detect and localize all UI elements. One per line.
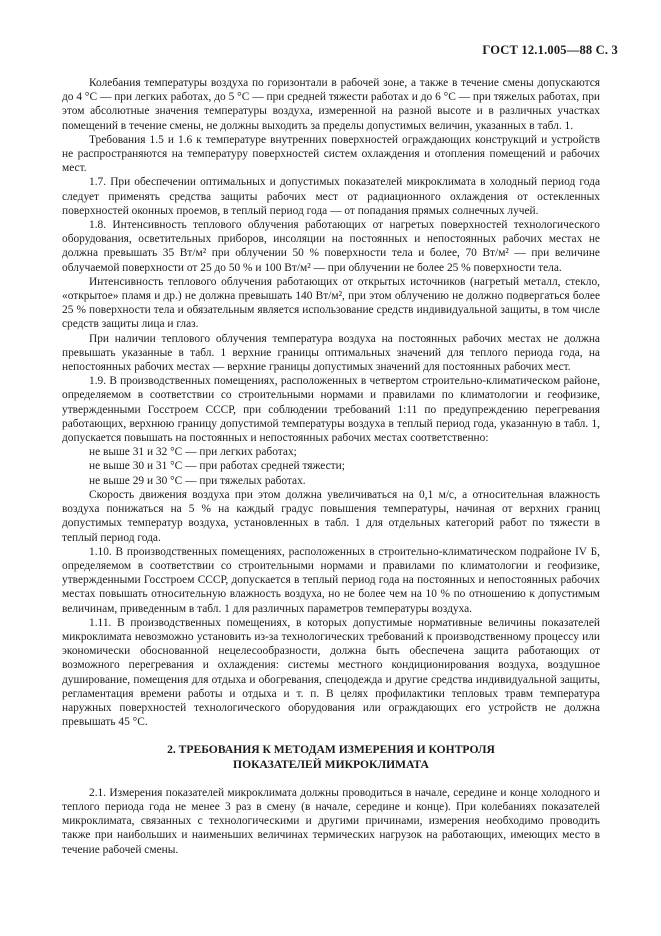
paragraph-clause-1-8: 1.8. Интенсивность теплового облучения работающих от нагретых поверхностей технологического оборудования, осветительных приборов, инсоляции на постоянных и непостоянных рабочих местах не должна превышать 35 Вт/м² при облучении 50 % поверхности тела и более, 70 Вт/м² — при величине облучаемой поверхности от 25 до 50 % и 100 Вт/м² — при облучении не более 25 % поверхности тела. — [62, 219, 600, 274]
paragraph-open-sources-irradiation: Интенсивность теплового облучения работающих от открытых источников (нагретый металл, стекло, «открытое» пламя и др.) не должна превышать 140 Вт/м², при этом облучению не должно подвергаться более 25 % поверхности тела и обязательным является использование средств индивидуальной защиты, в том числе средств защиты лица и глаз. — [62, 275, 600, 331]
list-item-light-work: не выше 31 и 32 °С — при легких работах; — [89, 446, 297, 459]
paragraph-air-speed: Скорость движения воздуха при этом должна увеличиваться на 0,1 м/с, а относительная влажность воздуха понижаться на 5 % на каждый градус повышения температуры, начиная от верхних границ допустимых температур воздуха, установленных в табл. 1 для отдельных категорий работ по тяжести в теплый период года. — [62, 488, 600, 544]
paragraph-temperature-fluctuation: Колебания температуры воздуха по горизонтали в рабочей зоне, а также в течение смены допускаются до 4 °С — при легких работах, до 5 °С — при средней тяжести работах и до 6 °С — при тяжелых работах, при этом абсолютные значения температуры воздуха, измеренной на разной высоте и в различных участках помещений в течение смены, не должны выходить за пределы допустимых величин, указанных в табл. 1. — [62, 77, 600, 132]
document-body — [62, 76, 600, 857]
section-2-title-line-1: 2. ТРЕБОВАНИЯ К МЕТОДАМ ИЗМЕРЕНИЯ И КОНТРОЛЯ — [167, 743, 495, 757]
paragraph-clause-1-9: 1.9. В производственных помещениях, расположенных в четвертом строительно-климатическом районе, определяемом в соответствии со строительными нормами и правилами по климатологии и геофизике, утвержденными Госстроем СССР, при соблюдении требований 1:11 по предупреждению перегревания работающих, верхнюю границу допустимой температуры воздуха в теплый период года, указанную в табл. 1, допускается повышать на постоянных и непостоянных рабочих местах соответственно: — [62, 375, 600, 445]
paragraph-clause-2-1: 2.1. Измерения показателей микроклимата должны проводиться в начале, середине и конце холодного и теплого периода года не менее 3 раз в смену (в начале, середине и конце). При колебаниях показателей микроклимата, связанных с технологическими и другими причинами, измерения необходимо проводить также при наибольших и наименьших величинах термических нагрузок на работающих, имеющих место в течение рабочей смены. — [62, 786, 600, 856]
paragraph-clause-1-11: 1.11. В производственных помещениях, в которых допустимые нормативные величины показателей микроклимата невозможно установить из-за технологических требований к производственному процессу или экономически обоснованной нецелесообразности, должна быть обеспечена защита работающих от возможного перегревания и охлаждения: системы местного кондиционирования воздуха, воздушное душирование, помещения для отдыха и обогревания, спецодежда и другие средства индивидуальной защиты, регламентация времени работы и отдыха и т. п. В целях профилактики тепловых травм температура наружных поверхностей технологического оборудования или ограждающих его устройств не должна превышать 45 °С. — [62, 616, 600, 729]
list-item-medium-work: не выше 30 и 31 °С — при работах средней тяжести; — [89, 460, 345, 473]
paragraph-thermal-irradiation-temperature: При наличии теплового облучения температура воздуха на постоянных рабочих местах не должна превышать указанные в табл. 1 верхние границы оптимальных значений для теплого периода года, на непостоянных рабочих местах — верхние границы допустимых значений для постоянных рабочих мест. — [62, 332, 600, 374]
list-item-heavy-work: не выше 29 и 30 °С — при тяжелых работах. — [89, 474, 306, 487]
paragraph-clause-1-10: 1.10. В производственных помещениях, расположенных в строительно-климатическом подрайоне IV Б, определяемом в соответствии со строительными нормами и правилами по климатологии и геофизике, утвержденными Госстроем СССР, допускается в теплый период года на постоянных и непостоянных рабочих местах повышать относительную влажность воздуха, но не более чем на 10 % по отношению к допустимым величинам, приведенным в табл. 1 для различных параметров температуры воздуха. — [62, 545, 600, 615]
section-2-title — [62, 743, 600, 771]
paragraph-clause-1-7: 1.7. При обеспечении оптимальных и допустимых показателей микроклимата в холодный период года следует применять средства защиты рабочих мест от радиационного охлаждения от остекленных поверхностей оконных проемов, в теплый период года — от попадания прямых солнечных лучей. — [62, 176, 600, 217]
section-2-title-line-2: ПОКАЗАТЕЛЕЙ МИКРОКЛИМАТА — [233, 757, 429, 771]
page-header: ГОСТ 12.1.005—88 С. 3 — [482, 43, 618, 57]
paragraph-requirements-1-5-1-6: Требования 1.5 и 1.6 к температуре внутренних поверхностей ограждающих конструкций и устройств не распространяются на температуру поверхностей систем охлаждения и отопления помещений и рабочих мест. — [62, 133, 600, 175]
